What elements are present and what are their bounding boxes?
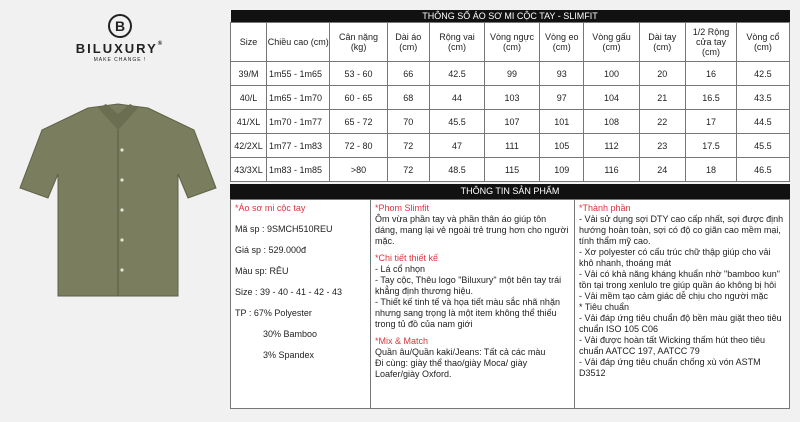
size-cell: 72 — [387, 134, 429, 158]
size-cell: 100 — [584, 62, 639, 86]
size-cell: 43.5 — [736, 86, 789, 110]
size-cell: 39/M — [231, 62, 267, 86]
size-table-title: THÔNG SỐ ÁO SƠ MI CỘC TAY - SLIMFIT — [231, 10, 790, 23]
size-cell: 103 — [485, 86, 540, 110]
form-title: *Phom Slimfit — [375, 203, 430, 213]
left-panel — [0, 0, 228, 422]
size-table — [230, 10, 790, 182]
size-cell: 105 — [540, 134, 584, 158]
size-cell: 93 — [540, 62, 584, 86]
column-header: Rộng vai (cm) — [429, 23, 484, 62]
material-1: : 67% Polyester — [248, 308, 312, 318]
info-composition-column — [575, 200, 789, 408]
size-cell: 23 — [639, 134, 686, 158]
size-cell: 60 - 65 — [330, 86, 387, 110]
detail-3: - Thiết kế tinh tế và họa tiết màu sắc nhã nhặn nhưng sang trọng là một item không thể thiếu trong tủ đồ của nam giới — [375, 297, 560, 329]
size-cell: 104 — [584, 86, 639, 110]
size-row — [231, 134, 790, 158]
size-row — [231, 110, 790, 134]
product-info — [230, 199, 790, 409]
size-cell: >80 — [330, 158, 387, 182]
composition-title: *Thành phần — [579, 203, 631, 213]
size-cell: 22 — [639, 110, 686, 134]
size-cell: 40/L — [231, 86, 267, 110]
size-row — [231, 86, 790, 110]
size-row — [231, 158, 790, 182]
size-cell: 115 — [485, 158, 540, 182]
product-sku: Mã sp : 9SMCH510REU — [235, 224, 333, 234]
size-cell: 68 — [387, 86, 429, 110]
brand-logo — [70, 14, 170, 63]
size-cell: 43/3XL — [231, 158, 267, 182]
size-cell: 107 — [485, 110, 540, 134]
size-table-body — [231, 62, 790, 182]
size-cell: 1m70 - 1m77 — [266, 110, 330, 134]
column-header: Size — [231, 23, 267, 62]
size-cell: 45.5 — [429, 110, 484, 134]
size-cell: 108 — [584, 110, 639, 134]
size-cell: 70 — [387, 110, 429, 134]
size-cell: 1m65 - 1m70 — [266, 86, 330, 110]
size-cell: 99 — [485, 62, 540, 86]
size-cell: 42.5 — [736, 62, 789, 86]
size-cell: 112 — [584, 134, 639, 158]
composition-text: - Vải sử dụng sợi DTY cao cấp nhất, sợi được định hướng hoàn toàn, sợi có độ co giãn cao mềm mại, tính thẩm mỹ cao. - Xơ polyester có cấu trúc chữ thập giúp cho vải khô nhanh, thoáng mát - Vải có khả năng kháng khuẩn nhờ "bamboo kun" tồn tại trong xenlulo tre giúp quần áo không bị hôi - Vải mềm tạo cảm giác dễ chịu cho người mặc * Tiêu chuẩn - Vải đáp ứng tiêu chuẩn độ bền màu giặt theo tiêu chuẩn ISO 105 C06 - Vải được hoàn tất Wicking thấm hút theo tiêu chuẩn AATCC 197, AATCC 79 - Vải đáp ứng tiêu chuẩn chống xù vón ASTM D3512 — [579, 214, 784, 378]
size-cell: 1m77 - 1m83 — [266, 134, 330, 158]
size-cell: 17 — [686, 110, 737, 134]
column-header: Vòng ngực (cm) — [485, 23, 540, 62]
size-cell: 72 - 80 — [330, 134, 387, 158]
product-name: *Áo sơ mi cộc tay — [235, 203, 306, 213]
material-row — [235, 308, 366, 319]
material-label: TP — [235, 308, 247, 318]
product-color: Màu sp: RÊU — [235, 266, 289, 276]
size-cell: 48.5 — [429, 158, 484, 182]
product-price: Giá sp : 529.000đ — [235, 245, 307, 255]
size-cell: 17.5 — [686, 134, 737, 158]
size-table-header-row — [231, 23, 790, 62]
registered-mark: ® — [157, 41, 165, 47]
column-header: Vòng cổ (cm) — [736, 23, 789, 62]
size-cell: 116 — [584, 158, 639, 182]
size-cell: 44 — [429, 86, 484, 110]
size-cell: 53 - 60 — [330, 62, 387, 86]
size-cell: 41/XL — [231, 110, 267, 134]
size-cell: 20 — [639, 62, 686, 86]
size-cell: 46.5 — [736, 158, 789, 182]
size-cell: 42/2XL — [231, 134, 267, 158]
size-cell: 21 — [639, 86, 686, 110]
size-cell: 72 — [387, 158, 429, 182]
info-basic-column — [231, 200, 371, 408]
size-cell: 18 — [686, 158, 737, 182]
info-title: THÔNG TIN SẢN PHẨM — [230, 184, 790, 199]
size-cell: 1m55 - 1m65 — [266, 62, 330, 86]
size-cell: 66 — [387, 62, 429, 86]
column-header: Cân nặng (kg) — [330, 23, 387, 62]
mix-title: *Mix & Match — [375, 336, 429, 346]
detail-1: - Lá cổ nhọn — [375, 264, 426, 274]
column-header: Dài áo (cm) — [387, 23, 429, 62]
size-cell: 47 — [429, 134, 484, 158]
size-cell: 42.5 — [429, 62, 484, 86]
column-header: Vòng eo (cm) — [540, 23, 584, 62]
column-header: Chiều cao (cm) — [266, 23, 330, 62]
column-header: Vòng gấu (cm) — [584, 23, 639, 62]
detail-title: *Chi tiết thiết kế — [375, 253, 439, 263]
column-header: 1/2 Rộng cửa tay (cm) — [686, 23, 737, 62]
brand-tagline: MAKE CHANGE ! — [93, 57, 147, 63]
material-3: 3% Spandex — [263, 350, 315, 360]
size-cell: 44.5 — [736, 110, 789, 134]
mix-text: Quần âu/Quần kaki/Jeans: Tất cả các màu Đi cùng: giày thể thao/giày Moca/ giày Loafer/giày Oxford. — [375, 347, 546, 379]
size-cell: 45.5 — [736, 134, 789, 158]
info-design-column — [371, 200, 575, 408]
form-text: Ôm vừa phần tay và phần thân áo giúp tôn dáng, mang lại vẻ ngoài trẻ trung hơn cho người mặc. — [375, 214, 569, 246]
size-cell: 24 — [639, 158, 686, 182]
size-cell: 97 — [540, 86, 584, 110]
detail-2: - Tay cộc, Thêu logo "Biluxury" một bên tay trái khẳng định thương hiệu. — [375, 275, 562, 296]
product-size: Size : 39 - 40 - 41 - 42 - 43 — [235, 287, 343, 297]
size-cell: 16.5 — [686, 86, 737, 110]
column-header: Dài tay (cm) — [639, 23, 686, 62]
size-cell: 109 — [540, 158, 584, 182]
size-cell: 1m83 - 1m85 — [266, 158, 330, 182]
material-2: 30% Bamboo — [263, 329, 318, 339]
brand-name: BILUXURY — [75, 41, 158, 56]
shirt-image — [18, 100, 218, 300]
size-cell: 111 — [485, 134, 540, 158]
size-cell: 65 - 72 — [330, 110, 387, 134]
logo-mark: B — [108, 14, 132, 38]
size-cell: 16 — [686, 62, 737, 86]
size-row — [231, 62, 790, 86]
size-cell: 101 — [540, 110, 584, 134]
